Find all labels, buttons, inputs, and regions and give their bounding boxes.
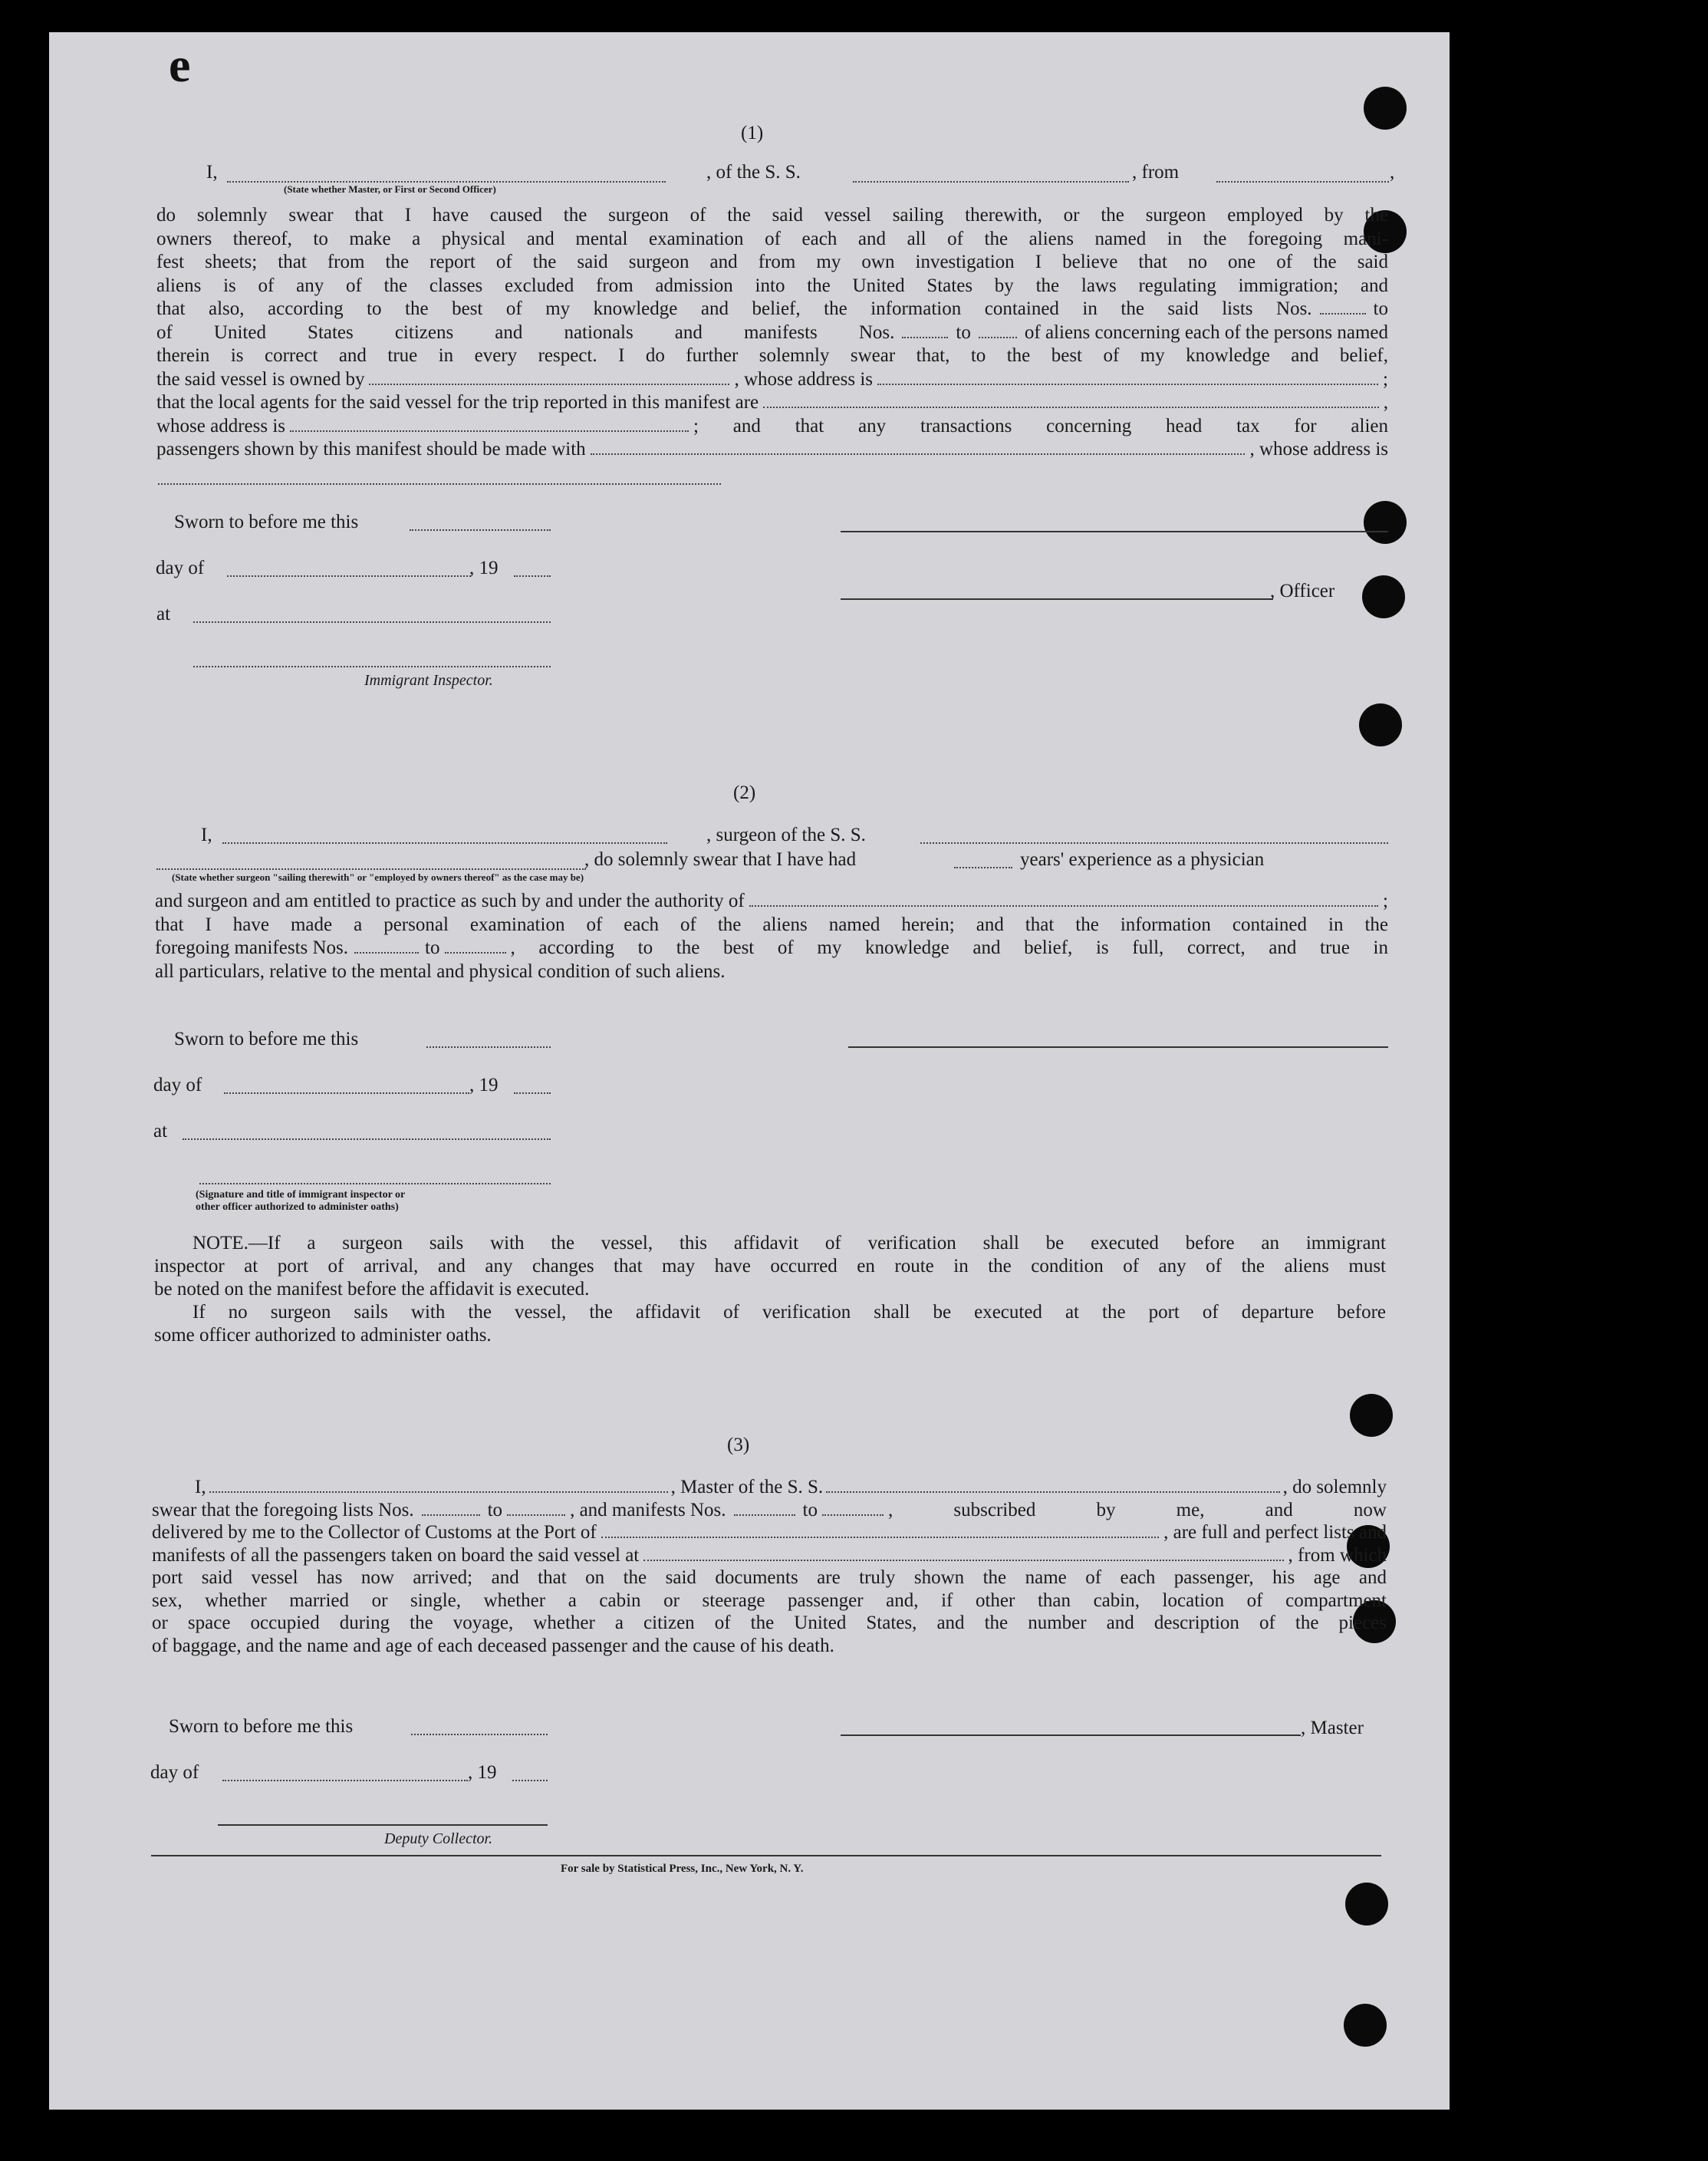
text: whose address is [156, 415, 286, 436]
sworn-date-field[interactable] [426, 1046, 551, 1048]
footer-text: For sale by Statistical Press, Inc., New York, N. Y. [561, 1863, 804, 1875]
lists-to-field[interactable] [507, 1502, 565, 1516]
collector-signature-line[interactable] [218, 1824, 548, 1826]
at-label: at [156, 604, 171, 624]
text: , Master of the S. S. [670, 1477, 824, 1497]
text: , and manifests Nos. [570, 1499, 726, 1520]
agents-field[interactable] [763, 394, 1379, 408]
owner-address-field[interactable] [877, 371, 1378, 385]
text: , do solemnly [1282, 1477, 1387, 1497]
year-label: , 19 [469, 1075, 499, 1095]
body-line: aliens is of any of the classes excluded from admission into the United States by the laws regulating immigration; and [156, 275, 1388, 296]
day-of-label: day of [150, 1762, 199, 1783]
text: to [802, 1499, 818, 1520]
sworn-label: Sworn to before me this [169, 1716, 354, 1737]
section-3-body [152, 1476, 1387, 1657]
year-label: , 19 [468, 1762, 497, 1783]
at-field[interactable] [193, 621, 551, 623]
text: swear that the foregoing lists Nos. [152, 1499, 414, 1520]
text: that also, according to the best of my knowledge and belief, the information contained in the said lists Nos. [156, 298, 1312, 319]
punch-hole-icon [1364, 501, 1407, 544]
text: the said vessel is owned by [156, 368, 365, 390]
body-line: owners thereof, to make a physical and mental examination of each and all of the aliens named in the foregoing mani- [156, 228, 1388, 249]
text: , are full and perfect lists and [1163, 1522, 1387, 1543]
text: that the local agents for the said vessel for the trip reported in this manifest are [156, 392, 759, 413]
authority-field[interactable] [749, 893, 1378, 907]
body-line: sex, whether married or single, whether a cabin or steerage passenger and, if other than cabin, location of compartment [152, 1589, 1387, 1611]
day-of-field[interactable] [227, 575, 471, 577]
punch-hole-icon [1350, 1394, 1393, 1437]
note [154, 1232, 1386, 1347]
text: delivered by me to the Collector of Customs at the Port of [152, 1522, 597, 1543]
body-line: therein is correct and true in every respect. I do further solemnly swear that, to the best of my knowledge and belief, [156, 345, 1388, 366]
text: ; and that any transactions concerning head tax for alien [693, 415, 1388, 436]
body-line: of baggage, and the name and age of each deceased passenger and the cause of his death. [152, 1635, 834, 1656]
text: other officer authorized to administer oaths) [196, 1201, 399, 1213]
note-line: NOTE.—If a surgeon sails with the vessel, this affidavit of verification shall be executed before an immigrant [193, 1233, 1386, 1253]
text: years' experience as a physician [1020, 849, 1265, 870]
from-port-field[interactable] [1216, 181, 1389, 183]
text: , from [1132, 162, 1180, 183]
year-field[interactable] [514, 575, 551, 577]
note-line: some officer authorized to administer oaths. [154, 1325, 492, 1346]
body-line [156, 321, 1388, 345]
section-2-body [155, 890, 1388, 983]
body-line: port said vessel has now arrived; and that on the said documents are truly shown the name of each passenger, his age and [152, 1567, 1387, 1588]
surgeon-signature-line[interactable] [848, 1046, 1388, 1048]
surgeon-ship-field[interactable] [920, 842, 1388, 844]
body-line [152, 1499, 1387, 1522]
text: , surgeon of the S. S. [706, 825, 866, 845]
body-line [152, 1521, 1387, 1544]
section-1-number: (1) [741, 123, 764, 143]
text: , from which [1288, 1544, 1387, 1566]
section-3-number: (3) [727, 1435, 750, 1455]
day-of-field[interactable] [224, 1092, 469, 1094]
text: , [1390, 162, 1395, 183]
text: to [1373, 298, 1388, 319]
punch-hole-icon [1345, 1883, 1388, 1925]
surgeon-status-field[interactable] [156, 868, 586, 870]
officer-signature-line[interactable] [841, 598, 1273, 600]
agents-address-field[interactable] [290, 418, 689, 432]
text: , subscribed by me, and now [887, 1499, 1387, 1520]
inspector-label: Immigrant Inspector. [364, 672, 493, 689]
section-2-number: (2) [733, 782, 756, 803]
text: passengers shown by this manifest should be made with [156, 439, 586, 460]
port-field[interactable] [601, 1524, 1159, 1538]
body-line: fest sheets; that from the report of the said surgeon and from my own investigation I believe that no one of the said [156, 252, 1388, 272]
sworn-label: Sworn to before me this [174, 512, 359, 532]
body-line [156, 438, 1388, 462]
body-line: the said vessel is owned by , whose address is ; [156, 368, 1388, 392]
section-1-line-1 [206, 161, 218, 184]
text: of aliens concerning each of the persons named [1024, 321, 1388, 343]
master-name-field[interactable] [209, 1479, 668, 1493]
manifests-to-field[interactable] [445, 940, 506, 954]
text: I, [201, 825, 212, 845]
body-line [156, 298, 1388, 321]
signature-hint [196, 1189, 405, 1214]
head-tax-address-field[interactable] [158, 483, 721, 485]
at-label: at [153, 1121, 168, 1141]
manifests-to-field[interactable] [979, 324, 1017, 338]
form-page [49, 32, 1450, 2110]
text: of United States citizens and nationals and manifests Nos. [156, 321, 895, 343]
text: , according to the best of my knowledge and belief, is full, correct, and true in [510, 937, 1388, 958]
note-line: If no surgeon sails with the vessel, the affidavit of verification shall be executed at the port of departure before [193, 1302, 1386, 1323]
text: (Signature and title of immigrant inspector or [196, 1189, 406, 1201]
body-line: all particulars, relative to the mental and physical condition of such aliens. [155, 960, 726, 982]
manifests-from-field[interactable] [354, 940, 419, 954]
master-signature-line[interactable] [841, 1734, 1301, 1736]
years-field[interactable] [954, 867, 1012, 868]
body-line: and surgeon and am entitled to practice as such by and under the authority of ; [155, 890, 1388, 914]
day-of-label: day of [153, 1075, 202, 1095]
body-line: do solemnly swear that I have caused the surgeon of the said vessel sailing therewith, or the surgeon employed by the [156, 205, 1388, 226]
officer-hint: (State whether Master, or First or Second Officer) [284, 183, 496, 195]
at-field[interactable] [183, 1138, 551, 1140]
note-line: inspector at port of arrival, and any changes that may have occurred en route in the condition of any of the aliens must [154, 1256, 1386, 1277]
body-line [156, 415, 1388, 439]
officer-label: , Officer [1270, 581, 1335, 601]
text: , of the S. S. [706, 162, 801, 183]
punch-hole-icon [1364, 87, 1407, 130]
text: , whose address is [734, 368, 874, 390]
manifests-from-field[interactable] [902, 324, 948, 338]
day-of-field[interactable] [222, 1780, 468, 1781]
text: I, [195, 1477, 206, 1497]
year-field[interactable] [514, 1092, 551, 1094]
inspector-signature-line[interactable] [199, 1183, 551, 1184]
corner-mark: e [169, 38, 191, 92]
body-line [152, 1544, 1387, 1567]
sworn-date-field[interactable] [410, 529, 551, 531]
lists-from-field[interactable] [422, 1502, 480, 1516]
lists-from-field[interactable] [1320, 301, 1366, 315]
sworn-label: Sworn to before me this [174, 1029, 359, 1049]
surgeon-hint: (State whether surgeon "sailing therewith" or "employed by owners thereof" as the case may be) [172, 871, 584, 883]
officer-title-field[interactable] [227, 181, 666, 183]
section-1-body [156, 204, 1388, 462]
text: to [425, 937, 440, 958]
text: to [956, 321, 971, 343]
text: I, [206, 162, 218, 183]
manifests-from-field[interactable] [734, 1502, 795, 1516]
owner-field[interactable] [369, 371, 729, 385]
master-label: , Master [1301, 1718, 1364, 1738]
punch-hole-icon [1359, 703, 1402, 746]
punch-hole-icon [1344, 2004, 1387, 2047]
body-line: that the local agents for the said vessel for the trip reported in this manifest are , [156, 391, 1388, 415]
year-label: , 19 [469, 558, 499, 578]
body-line [152, 1476, 1387, 1499]
text: , whose address is [1249, 439, 1388, 460]
footer-rule [151, 1855, 1381, 1856]
text: to [487, 1499, 503, 1520]
day-of-label: day of [156, 558, 205, 578]
ship-name-field[interactable] [853, 181, 1129, 183]
ship-name-field[interactable] [826, 1479, 1279, 1493]
surgeon-name-field[interactable] [222, 842, 667, 844]
text: , do solemnly swear that I have had [584, 849, 857, 870]
body-line: that I have made a personal examination of each of the aliens named herein; and that the information contained in the [155, 914, 1388, 935]
text: and surgeon and am entitled to practice as such by and under the authority of [155, 891, 745, 911]
inspector-signature-line[interactable] [193, 666, 551, 667]
body-line [155, 937, 1388, 960]
collector-label: Deputy Collector. [384, 1830, 493, 1847]
master-signature-line[interactable] [841, 531, 1388, 532]
body-line: or space occupied during the voyage, whether a citizen of the United States, and the number and description of the pieces [152, 1613, 1387, 1633]
note-line: be noted on the manifest before the affidavit is executed. [154, 1279, 590, 1300]
text: manifests of all the passengers taken on board the said vessel at [152, 1544, 640, 1566]
text: foregoing manifests Nos. [155, 937, 349, 958]
sworn-date-field[interactable] [411, 1734, 548, 1735]
embark-port-field[interactable] [643, 1547, 1283, 1561]
head-tax-party-field[interactable] [591, 441, 1246, 455]
manifests-to-field[interactable] [822, 1502, 884, 1516]
punch-hole-icon [1362, 575, 1405, 618]
year-field[interactable] [512, 1780, 548, 1781]
